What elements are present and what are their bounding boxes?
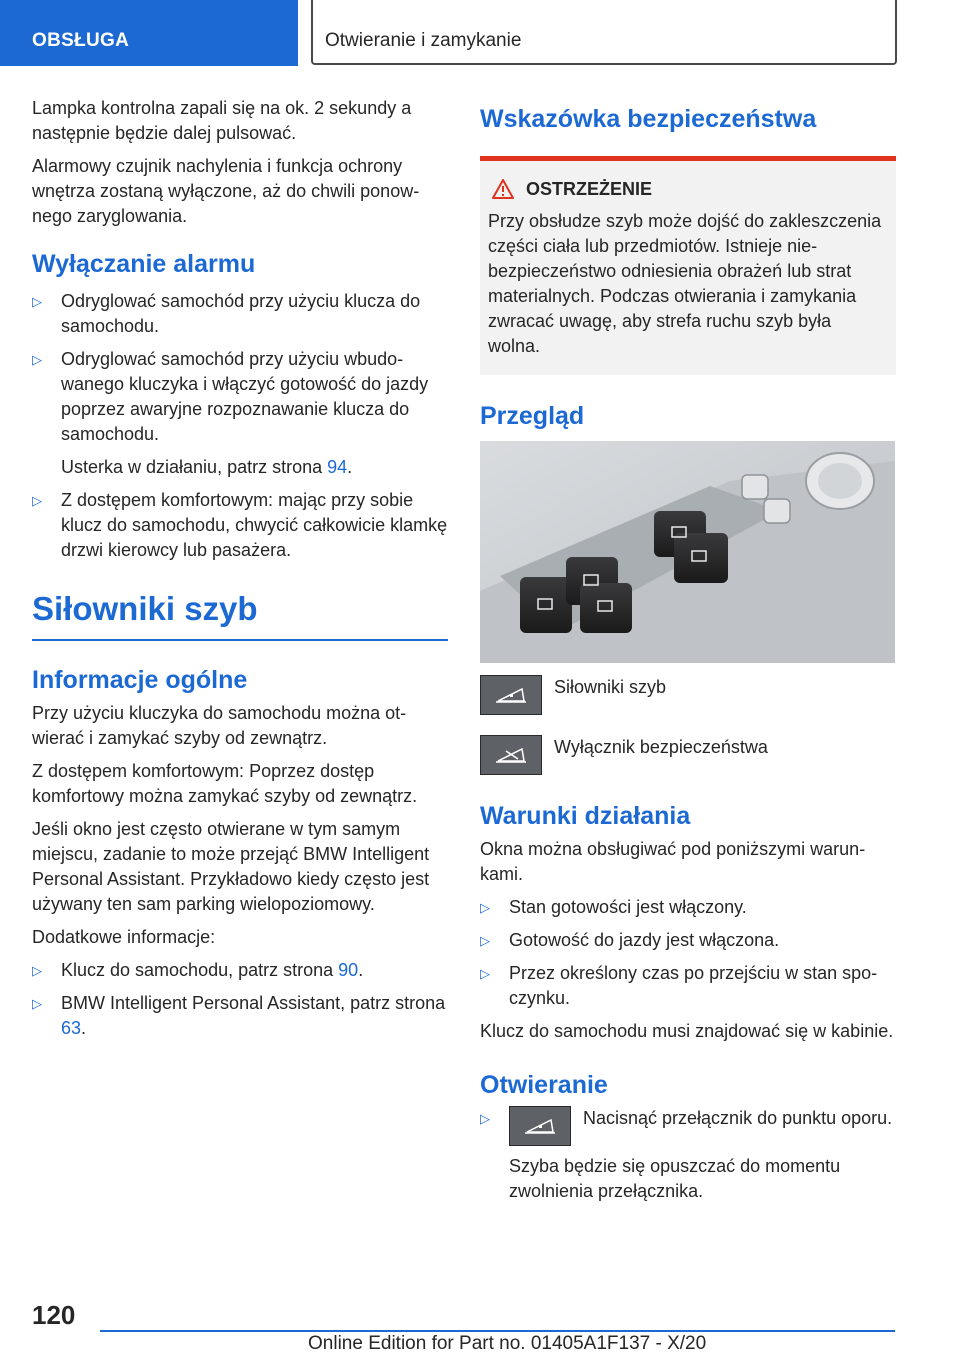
conditions-list (480, 895, 896, 1011)
paragraph: Dodatkowe informacje: (32, 927, 216, 947)
fault-reference: Usterka w działaniu, patrz strona 94. (61, 457, 353, 477)
heading-general-info: Informacje ogólne (32, 666, 248, 694)
list-item: ▷ Klucz do samochodu, patrz strona 90. (32, 958, 448, 983)
paragraph: Jeśli okno jest często otwierane w tym samym miejscu, zadanie to może przejąć BMW Intelligent Personal Assistant. Przykładowo kiedy często jest używany ten sam parking wielopoziomowy. (32, 819, 430, 914)
triangle-bullet-icon: ▷ (32, 352, 42, 367)
paragraph: Przy użyciu kluczyka do samochodu można otwierać i zamykać szyby od zewnątrz. (32, 703, 407, 748)
list-item (480, 1106, 896, 1204)
paragraph: Klucz do samochodu musi znajdować się w kabinie. (480, 1021, 894, 1041)
triangle-bullet-icon: ▷ (480, 933, 490, 948)
triangle-bullet-icon: ▷ (480, 1111, 490, 1126)
window-switch-panel-photo (480, 441, 895, 663)
legend-window-lifts (480, 675, 896, 715)
list-item: ▷ Odryglować samochód przy użyciu klucza do samochodu. (32, 291, 421, 336)
left-column (32, 96, 448, 1049)
chapter-tab (311, 0, 897, 65)
triangle-bullet-icon: ▷ (32, 996, 42, 1011)
heading-alarm-off: Wyłączanie alarmu (32, 250, 256, 278)
window-switch-icon (480, 675, 542, 715)
heading-window-lifts: Siłowniki szyb (32, 589, 448, 641)
window-switch-icon (509, 1106, 571, 1146)
legend-safety-switch (480, 735, 896, 775)
list-item: ▷ Odryglować samochód przy użyciu wbudowanego kluczyka i włączyć gotowość do jazdy poprzez awaryjne rozpoznawanie klucza do samochodu. Usterka w działaniu, patrz strona 94. (32, 347, 448, 480)
footer-rule (100, 1330, 895, 1332)
legend-label: Siłowniki szyb (554, 677, 667, 697)
page-link-90[interactable]: 90 (338, 960, 359, 980)
edition-note: Online Edition for Part no. 01405A1F137 - X/20 (308, 1333, 707, 1354)
intro-paragraph: Alarmowy czujnik nachylenia i funkcja ochrony wnętrza zostaną wyłączone, aż do chwili ponownego zaryglowania. (32, 156, 420, 226)
list-item: ▷ Stan gotowości jest włączony. (480, 895, 896, 920)
opening-step: Nacisnąć przełącznik do punktu oporu. (583, 1108, 893, 1128)
page-link-63[interactable]: 63 (61, 1018, 82, 1038)
heading-opening: Otwieranie (480, 1071, 608, 1099)
warning-text: Przy obsłudze szyb może dojść do zakleszczenia części ciała lub przedmiotów. Istnieje niebezpieczeństwo odniesienia obrażeń lub strat materialnych. Podczas otwierania i zamykania zwracać uwagę, aby strefa ruchu szyb była wolna. (488, 211, 882, 356)
triangle-bullet-icon: ▷ (32, 493, 42, 508)
safety-switch-icon (480, 735, 542, 775)
triangle-bullet-icon: ▷ (480, 966, 490, 981)
chapter-title: Otwieranie i zamykanie (325, 30, 522, 51)
right-column (480, 96, 896, 1212)
heading-conditions: Warunki działania (480, 802, 691, 830)
intro-paragraph: Lampka kontrolna zapali się na ok. 2 sekundy a następnie będzie dalej pulsować. (32, 98, 412, 143)
page-number: 120 (32, 1300, 76, 1330)
alarm-off-list (32, 289, 448, 563)
paragraph: Z dostępem komfortowym: Poprzez dostęp komfortowy można zamykać szyby od zewnątrz. (32, 761, 418, 806)
triangle-bullet-icon: ▷ (480, 900, 490, 915)
legend-label: Wyłącznik bezpieczeństwa (554, 737, 768, 757)
heading-overview: Przegląd (480, 402, 585, 430)
paragraph: Okna można obsługiwać pod poniższymi warunkami. (480, 839, 866, 884)
list-item: ▷ Gotowość do jazdy jest włączona. (480, 928, 896, 953)
section-title: OBSŁUGA (32, 30, 130, 51)
list-item: ▷ Przez określony czas po przejściu w stan spoczynku. (480, 963, 878, 1008)
triangle-bullet-icon: ▷ (32, 294, 42, 309)
list-item: ▷ BMW Intelligent Personal Assistant, patrz strona 63. (32, 993, 446, 1038)
opening-result: Szyba będzie się opuszczać do momentu zwolnienia przełącznika. (509, 1156, 841, 1201)
warning-box (480, 161, 896, 375)
section-tab (0, 0, 298, 66)
list-item: ▷ Z dostępem komfortowym: mając przy sobie klucz do samochodu, chwycić całkowicie klamkę drzwi kierowcy lub pasażera. (32, 490, 448, 560)
warning-triangle-icon (492, 179, 514, 199)
triangle-bullet-icon: ▷ (32, 963, 42, 978)
warning-title: OSTRZEŻENIE (488, 177, 888, 201)
heading-safety-note: Wskazówka bezpieczeństwa (480, 105, 817, 133)
opening-list (480, 1106, 896, 1204)
reference-list (32, 958, 448, 1041)
page-link-94[interactable]: 94 (327, 457, 348, 477)
